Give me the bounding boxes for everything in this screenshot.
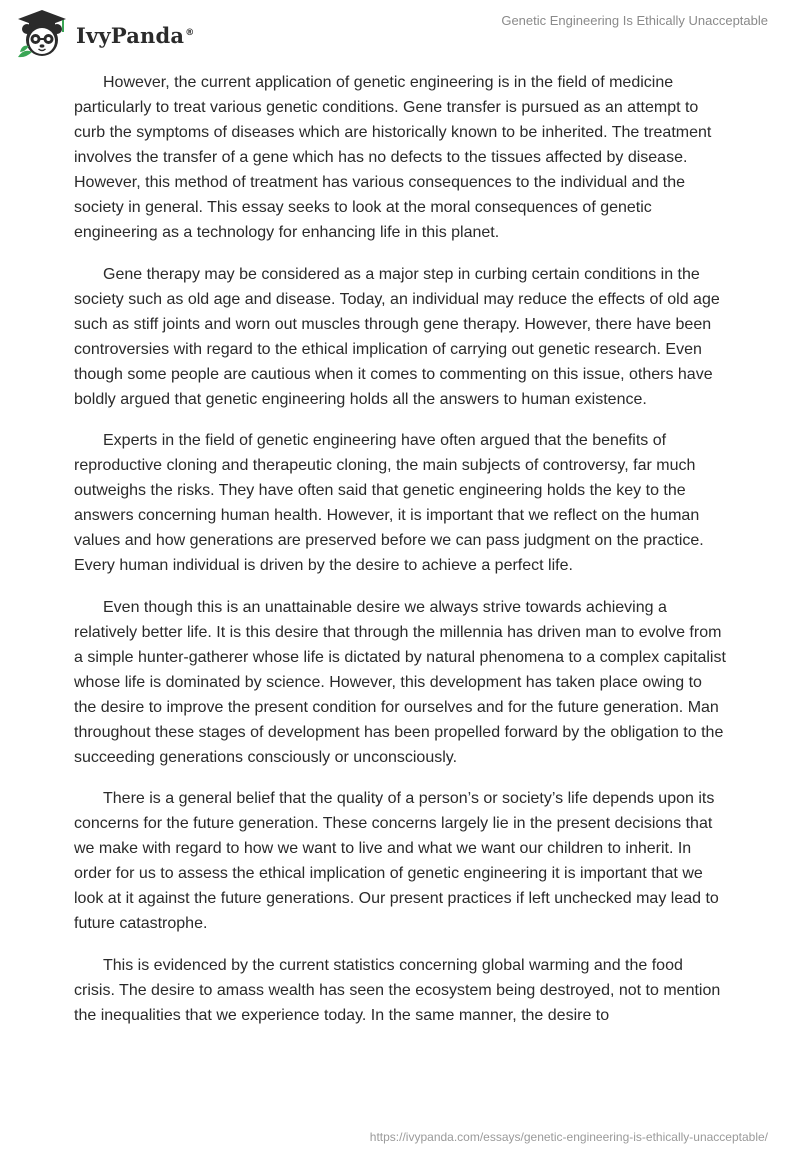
paragraph: Experts in the field of genetic engineering have often argued that the benefits of reproductive cloning and therapeutic cloning, the main subjects of controversy, far much outweighs the risks. They have often said that genetic engineering holds the key to the answers concerning human health. However, it is important that we reflect on the human values and how generations are preserved before we can pass judgment on the practice. Every human individual is driven by the desire to achieve a perfect life. xyxy=(74,432,704,574)
ivypanda-logo[interactable] xyxy=(14,8,194,60)
paragraph: Gene therapy may be considered as a major step in curbing certain conditions in the society such as old age and disease. Today, an individual may reduce the effects of old age such as stiff joints and worn out muscles through gene therapy. However, there have been controversies with regard to the ethical implication of carrying out genetic research. Even though some people are cautious when it comes to commenting on this issue, others have boldly argued that genetic engineering holds all the answers to human existence. xyxy=(74,265,720,408)
document-title: Genetic Engineering Is Ethically Unacceptable xyxy=(501,13,768,28)
essay-body xyxy=(74,70,726,1044)
paragraph: However, the current application of genetic engineering is in the field of medicine particularly to treat various genetic conditions. Gene transfer is pursued as an attempt to curb the symptoms of diseases which are historically known to be inherited. The treatment involves the transfer of a gene which has no defects to the tissues affected by disease. However, this method of treatment has various consequences to the individual and the society in general. This essay seeks to look at the moral consequences of genetic engineering as a technology for enhancing life in this planet. xyxy=(74,74,712,241)
paragraph: Even though this is an unattainable desire we always strive towards achieving a relatively better life. It is this desire that through the millennia has driven man to evolve from a simple hunter-gatherer whose life is dictated by natural phenomena to a complex capitalist whose life is dominated by science. However, this development has taken place owing to the desire to improve the present condition for ourselves and for the future generation. Man throughout these stages of development has been propelled forward by the obligation to the succeeding generations consciously or unconsciously. xyxy=(74,598,726,766)
panda-graduation-cap-logo-icon xyxy=(14,8,70,60)
page-header xyxy=(0,0,800,64)
source-url-link[interactable]: https://ivypanda.com/essays/genetic-engineering-is-ethically-unacceptable/ xyxy=(369,1130,768,1144)
brand-name: IvyPanda® xyxy=(76,22,195,48)
paragraph: This is evidenced by the current statistics concerning global warming and the food crisis. The desire to amass wealth has seen the ecosystem being destroyed, not to mention the inequalities that we experience today. In the same manner, the desire to xyxy=(74,956,721,1024)
paragraph: There is a general belief that the quality of a person’s or society’s life depends upon its concerns for the future generation. These concerns largely lie in the present decisions that we make with regard to how we want to live and what we want our children to inherit. In order for us to assess the ethical implication of genetic engineering it is important that we look at it against the future generations. Our present practices if left unchecked may lead to future catastrophe. xyxy=(74,790,719,932)
registered-mark: ® xyxy=(185,27,195,38)
